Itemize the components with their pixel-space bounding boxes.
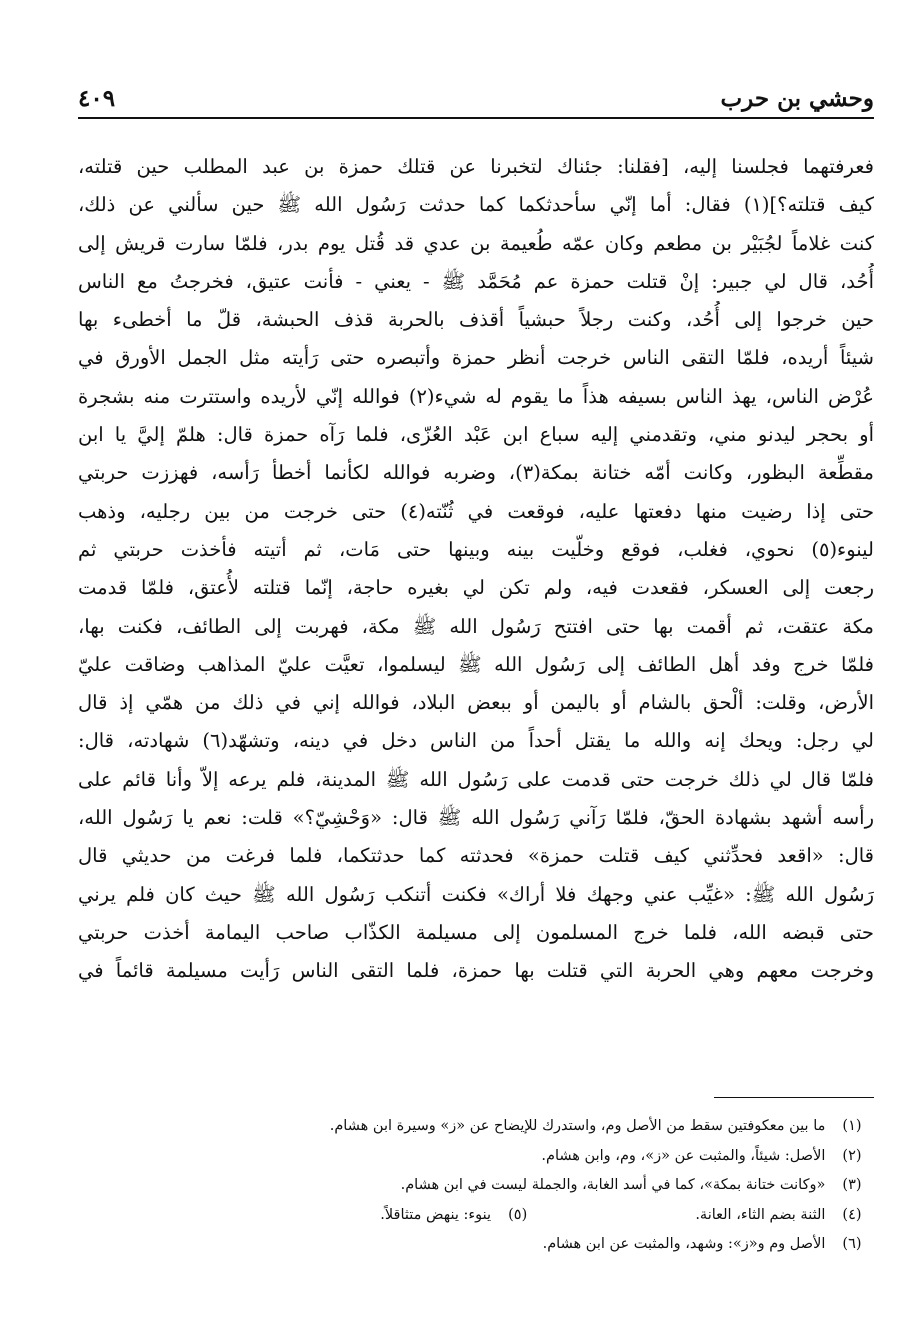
text-line: مكة عتقت، ثم أقمت بها حتى افتتح رَسُول الله ﷺ مكة، فهربت إلى الطائف، فكنت بها، [78,614,874,638]
text-line: لي رجل: ويحك إنه والله ما يقتل أحداً من الناس دخل في دينه، وتشهّد(٦) شهادته، قال: [78,729,874,753]
text-line: كنت غلاماً لجُبَيْر بن مطعم وكان عمّه طُعيمة بن عدي قد قُتل يوم بدر، فلمّا سارت قريش إلى [78,231,874,255]
footnote-rule [714,1097,874,1098]
footnote [78,1230,874,1260]
footnote-text: الثنة بضم الثاء، العانة. [695,1206,826,1223]
footnote-number: (٣) [842,1177,862,1193]
text-line: وخرجت معهم وهي الحربة التي قتلت بها حمزة، فلما التقى الناس رَأيت مسيلمة قائماً في [78,959,874,983]
main-text [78,148,874,991]
text-line: حتى قبضه الله، فلما خرج المسلمون إلى مسيلمة الكذّاب صاحب اليمامة أخذت حربتي [78,920,874,944]
footnote-number: (١) [842,1118,862,1134]
text-line: الأرض، وقلت: ألْحق بالشام أو باليمن أو ببعض البلاد، فوالله إني في ذلك من همّي إذ قال [78,691,874,715]
text-line: لينوء(٥) نحوي، فغلب، فوقع وخلّيت بينه وبينها حتى مَات، ثم أتيته فأخذت حربتي ثم [78,537,874,561]
text-line: عُرْض الناس، يهذ الناس بسيفه هذاً ما يقوم له شيء(٢) فوالله إنّي لأريده واستترت منه بشجرة [78,384,874,408]
text-line: رأسه أشهد بشهادة الحقّ، فلمّا رَآني رَسُول الله ﷺ قال: «وَحْشِيّ؟» قلت: نعم يا رَسُول الله، [78,806,874,830]
text-line: قال: «اقعد فحدِّثني كيف قتلت حمزة» فحدثته كما حدثتكما، فلما فرغت من حديثي قال [78,844,874,868]
footnote [78,1112,874,1142]
footnote-text: الأصل وم و«ز»: وشهد، والمثبت عن ابن هشام. [542,1236,826,1252]
text-line: أو بحجر ليدنو مني، وتقدمني إليه سباع ابن عَبْد العُزّى، فلما رَآه حمزة قال: هلمّ إليَّ يا ابن [78,423,874,447]
footnote [78,1171,874,1201]
footnote [380,1201,539,1231]
footnote-text: ينوء: ينهض متثاقلاً. [380,1206,492,1223]
header-title: وحشي بن حرب [720,85,874,112]
text-line: رَسُول الله ﷺ: «غيِّب عني وجهك فلا أراك» فكنت أتنكب رَسُول الله ﷺ حيث كان فلم يرني [78,882,874,906]
text-line: حتى إذا رضيت منها دفعتها عليه، فوقعت في ثُنّته(٤) حتى خرجت من بين رجليه، وذهب [78,499,874,523]
footnote-number: (٥) [508,1206,528,1223]
footnote-number: (٦) [842,1236,862,1252]
footnote-text: «وكانت ختانة بمكة»، كما في أسد الغابة، والجملة ليست في ابن هشام. [400,1177,826,1193]
text-line: كيف قتلته؟](١) فقال: أما إنّي سأحدثكما كما حدثت رَسُول الله ﷺ حين سألني عن ذلك، [78,193,874,217]
text-line: رجعت إلى العسكر، فقعدت فيه، ولم تكن لي بغيره حاجة، إنّما قتلته لأُعتق، فلمّا قدمت [78,576,874,600]
footnote-number: (٤) [842,1206,862,1223]
footnote-text: ما بين معكوفتين سقط من الأصل وم، واستدرك للإيضاح عن «ز» وسيرة ابن هشام. [329,1118,826,1134]
text-line: أُحُد، قال لي جبير: إنْ قتلت حمزة عم مُحَمَّد ﷺ - يعني - فأنت عتيق، فخرجتُ مع الناس [78,269,874,293]
text-line: حين خرجوا إلى أُحُد، وكنت رجلاً حبشياً أقذف بالحربة قذف الحبشة، قلّ ما أخطىء بها [78,308,874,332]
text-line: مقطِّعة البظور، وكانت أمّه ختانة بمكة(٣)، وضربه فوالله لكأنما أخطأ رَأسه، فهززت حربتي [78,461,874,485]
text-line: فلمّا قال لي ذلك خرجت حتى قدمت على رَسُول الله ﷺ المدينة، فلم يرعه إلاّ وأنا قائم على [78,767,874,791]
footnote-number: (٢) [842,1147,862,1164]
footnote [78,1142,874,1172]
footnote-pair [78,1201,874,1231]
header-rule [78,117,874,119]
text-line: فعرفتهما فجلسنا إليه، [فقلنا: جئناك لتخبرنا عن قتلك حمزة بن عبد المطلب حين قتلته، [78,155,874,178]
text-line: شيئاً أريده، فلمّا التقى الناس خرجت أنظر حمزة وأتبصره حتى رَأيته مثل الجمل الأورق في [78,346,874,370]
footnote [540,1201,874,1231]
book-page [78,0,874,1335]
running-header [78,80,874,112]
text-line: فلمّا خرج وفد أهل الطائف إلى رَسُول الله ﷺ ليسلموا، تعيَّت عليّ المذاهب وضاقت عليّ [78,652,874,676]
page-number: ٤٠٩ [78,85,116,112]
footnote-text: الأصل: شيئاً، والمثبت عن «ز»، وم، وابن هشام. [541,1147,826,1164]
footnotes [78,1112,874,1260]
